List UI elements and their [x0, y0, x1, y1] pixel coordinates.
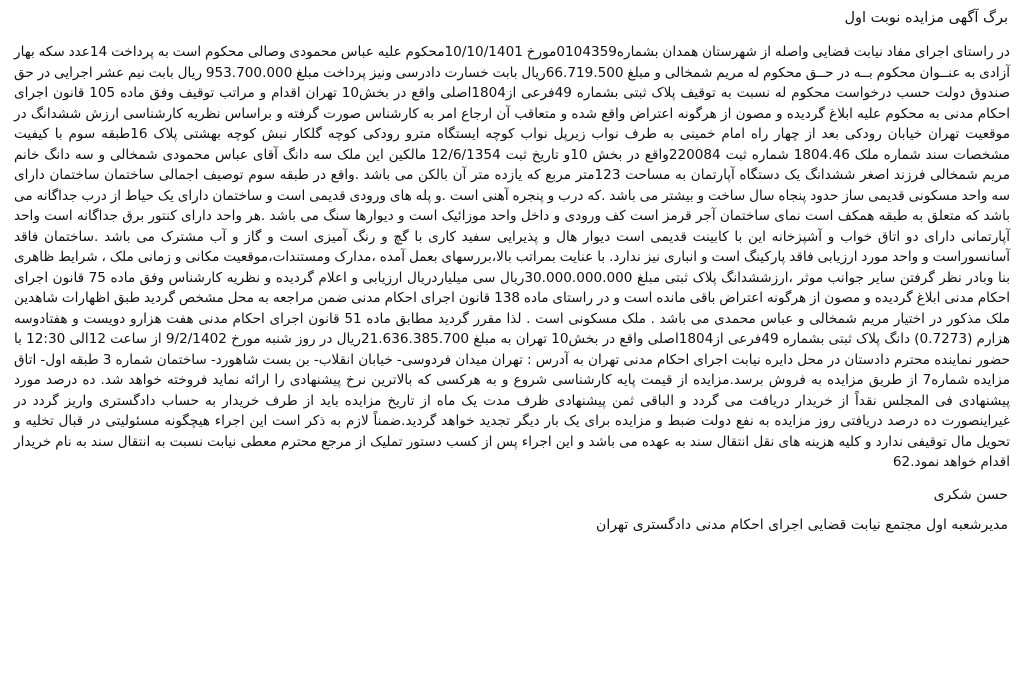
notice-title: برگ آگهی مزایده نوبت اول: [844, 10, 1008, 26]
notice-body: در راستای اجرای مفاد نیابت قضایی واصله از شهرستان همدان بشماره0104359مورخ 10/10/1401محکوم علیه عباس محمودی وصالی محکوم است به پرداخت 14عدد سکه بهار آزادی به عنــوان محکوم بــه در حــق محکوم له مریم شمخالی و مبلغ 66.719.500ریال بابت خسارت دادرسی ونیز پرداخت مبلغ 953.700.000 ریال بابت نیم عشر اجرایی در حق صندوق دولت حسب درخواست محکوم له نسبت به توقیف پلاک ثبتی بشماره 49فرعی از1804اصلی واقع در بخش10 تهران اقدام و مراتب توقیف وفق ماده 105 قانون اجرای احکام مدنی به محکوم علیه ابلاغ گردیده و مصون از هرگونه اعتراض واقع شده و متعاقب آن ارجاع امر به کارشناس صورت گرفته و براساس نظریه کارشناسی ارزش ششدانگ در موقعیت تهران خیابان رودکی بعد از چهار راه امام خمینی به طرف نواب زیرپل نواب کوچه ایستگاه مترو رودکی کوچه گلکار نبش کوچه بهشتی پلاک 16طبقه سوم با کیفیت مشخصات سند شماره ملک 1804.46 شماره ثبت 220084واقع در بخش 10و تاریخ ثبت 12/6/1354 مالکین این ملک سه دانگ آقای عباس محمودی شمخالی و سه دانگ خانم مریم شمخالی فرزند اصغر ششدانگ یک دستگاه آپارتمان به مساحت 123متر مربع که یازده متر آن بالکن می باشد .واقع در طبقه سوم توصیف اجمالی ساختمان ساختمان دارای سه واحد مسکونی قدیمی ساز حدود پنجاه سال ساخت و بیشتر می باشد .که درب و پنجره آهنی است .و پله های ورودی قدیمی است و ساختمان دارای یک حیاط از درب جداگانه می باشد که متعلق به طبقه همکف است نمای ساختمان آجر قرمز است کف ورودی و داخل واحد موزائیک است و دیوارها سنگ می باشد .هر واحد دارای کنتور برق جداگانه است واحد آپارتمانی دارای دو اتاق خواب و آشپزخانه این با کابینت قدیمی است دیوار هال و پذیرایی سفید کاری با گچ و رنگ آمیزی است و گاز و آب مشترک می باشد .ساختمان فاقد آسانسوراست و واحد مورد ارزیابی فاقد پارکینگ است و انباری نیز ندارد. با عنایت بمراتب بالا،بررسهای بعمل آمده ،مدارک ومستندات،موقعیت مکانی و زمانی ملک ، شرایط ظاهری بنا وبادر نظر گرفتن سایر جوانب موثر ،ارزششدانگ پلاک ثبتی مبلغ 30.000.000.000ریال سی میلیاردریال ارزیابی و اعلام گردیده و نظریه کارشناس وفق ماده 75 قانون اجرای احکام مدنی ابلاغ گردیده و مصون از هرگونه اعتراض باقی مانده است و در راستای ماده 138 قانون اجرای احکام مدنی ضمن مراجعه به محل مشخص گردید طبق اظهارات شاهدین ملک مذکور در اختیار مریم شمخالی و عباس محمدی می باشد . ملک مسکونی است . لذا مقرر گردید مطابق ماده 51 قانون اجرای احکام مدنی هفت هزارو دویست و هفتادوسه هزارم (0.7273) دانگ پلاک ثبتی بشماره 49فرعی از1804اصلی واقع در بخش10 تهران به مبلغ 21.636.385.700ریال در روز شنبه مورخ 9/2/1402 از ساعت 12الی 12:30 با حضور نماینده محترم دادستان در محل دایره نیابت اجرای احکام مدنی تهران به آدرس : تهران میدان فردوسی- خیابان انقلاب- بن بست شاهورد- ساختمان شماره 3 طبقه اول- اتاق مزایده شماره7 از طریق مزایده به فروش برسد.مزایده از قیمت پایه کارشناسی شروع و به هرکسی که بالاترین نرخ پیشنهادی را ارائه نماید فروخته خواهد شد. ده درصد مورد پیشنهادی فی المجلس نقداً از خریدار دریافت می گردد و الباقی ثمن پیشنهادی ظرف مدت یک ماه از تاریخ مزایده باید از طرف خریدار به حساب دادگستری واریز گردد در غیراینصورت ده درصد دریافتی روز مزایده به نفع دولت ضبط و مزایده برای یک بار دیگر تجدید خواهد گردید.ضمناً لازم به ذکر است این اجراء هیچگونه مسئولیتی در قبال تخلیه و تحویل مال توقیفی ندارد و کلیه هزینه های نقل انتقال سند به عهده می باشد و این اجراء پس از کسب دستور تملیک از مرجع محترم معطی نیابت نسبت به انتقال سند به نام خریدار اقدام خواهد نمود.62: [14, 44, 1011, 470]
signer-role: مدیرشعبه اول مجتمع نیابت قضایی اجرای احکام مدنی دادگستری تهران: [596, 516, 1008, 533]
signer-name: حسن شکری: [933, 486, 1008, 503]
